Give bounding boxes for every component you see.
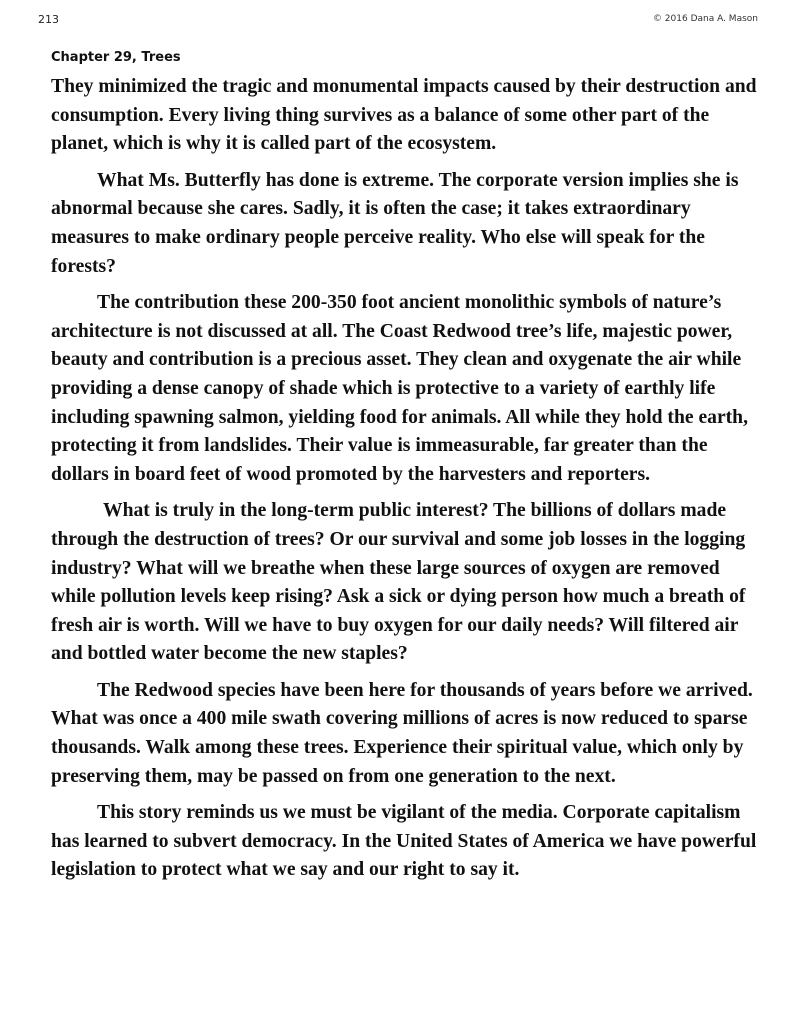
paragraph-5: The Redwood species have been here for thousands of years before we arrived. What was once a 400 mile swath covering millions of acres is now reduced to sparse thousands. Walk among these trees. Experience their spiritual value, which only by preserving them, may be passed on from one generation to the next. <box>51 679 753 787</box>
paragraph-3: The contribution these 200-350 foot ancient monolithic symbols of nature’s architecture is not discussed at all. The Coast Redwood tree’s life, majestic power, beauty and contribution is a precious asset. They clean and oxygenate the air while providing a dense canopy of shade which is protective to a variety of earthly life including spawning salmon, yielding food for animals. All while they hold the earth, protecting it from landslides. Their value is immeasurable, far greater than the dollars in board feet of wood promoted by the harvesters and reporters. <box>51 292 748 485</box>
paragraph-1: They minimized the tragic and monumental impacts caused by their destruction and consumption. Every living thing survives as a balance of some other part of the planet, which is why it is called part of the ecosystem. <box>51 76 757 155</box>
page-number: 213 <box>38 13 59 26</box>
paragraph-2: What Ms. Butterfly has done is extreme. The corporate version implies she is abnormal because she cares. Sadly, it is often the case; it takes extraordinary measures to make ordinary people perceive reality. Who else will speak for the forests? <box>51 169 739 277</box>
copyright-notice: © 2016 Dana A. Mason <box>652 14 758 24</box>
paragraph-6: This story reminds us we must be vigilant of the media. Corporate capitalism has learned to subvert democracy. In the United States of America we have powerful legislation to protect what we say and our right to say it. <box>51 802 757 881</box>
paragraph-4: What is truly in the long-term public interest? The billions of dollars made through the destruction of trees? Or our survival and some job losses in the logging industry? What will we breathe when these large sources of oxygen are removed while pollution levels keep rising? Ask a sick or dying person how much a breath of fresh air is worth. Will we have to buy oxygen for our daily needs? Will filtered air and bottled water become the new staples? <box>51 500 746 665</box>
body-text <box>51 73 763 893</box>
chapter-heading: Chapter 29, Trees <box>51 50 181 65</box>
